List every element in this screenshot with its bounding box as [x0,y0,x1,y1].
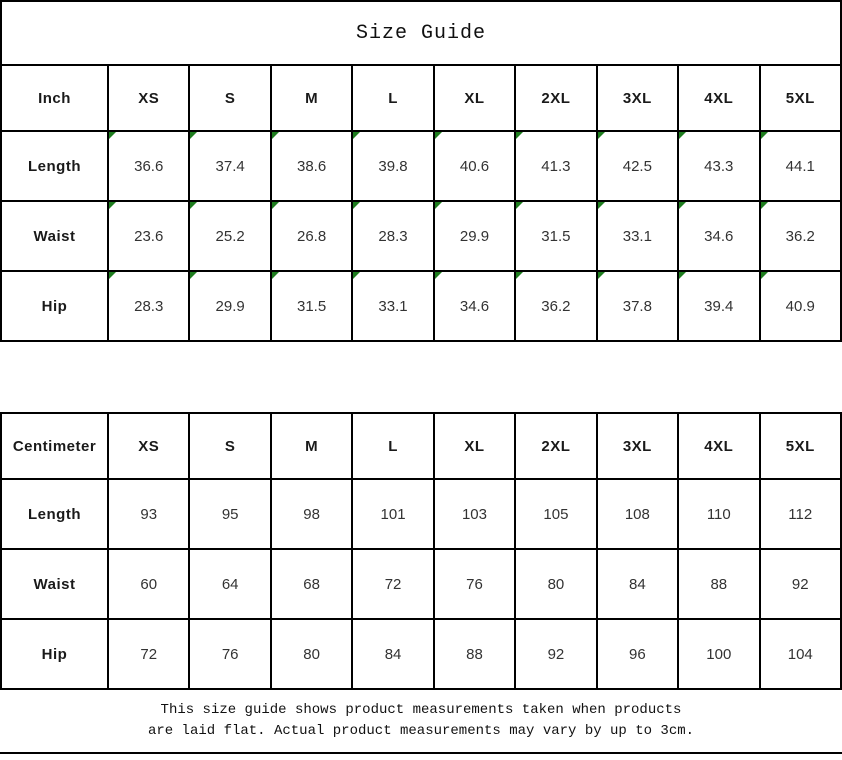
value-text: 31.5 [296,297,327,315]
value-text: 60 [140,575,158,593]
row-label-cell: Length [1,131,108,201]
footer-note-line2: are laid flat. Actual product measurements may vary by up to 3cm. [147,723,695,739]
row-label-cell: Hip [1,619,108,689]
value-text: 28.3 [134,297,164,315]
value-cell [678,619,759,689]
value-text: 92 [547,645,565,663]
row-label-cell: Length [1,479,108,549]
value-cell [597,201,678,271]
value-text: 34.6 [704,227,734,245]
value-cell [760,479,842,549]
value-cell [108,131,189,201]
measurement-row [1,131,841,201]
value-text: 92 [791,575,809,593]
value-cell [189,131,270,201]
value-text: 84 [629,575,646,593]
value-text: 76 [466,575,483,593]
value-cell [434,549,515,619]
value-cell [597,131,678,201]
row-label-cell: Hip [1,271,108,341]
value-text: 110 [706,505,731,523]
value-cell [108,619,189,689]
unit-header-cell: Centimeter [1,413,108,479]
value-text: 37.4 [215,157,245,175]
value-text: 103 [461,505,487,523]
footer-note-line1: This size guide shows product measurements taken when products [160,702,682,718]
value-cell [189,201,270,271]
value-text: 40.9 [785,297,815,315]
value-text: 80 [547,575,565,593]
unit-header-cell: Inch [1,65,108,131]
value-cell [678,271,759,341]
value-cell [271,271,352,341]
size-header-row [1,413,841,479]
value-text: 80 [303,645,320,663]
value-cell [515,201,596,271]
value-text: 100 [706,645,732,663]
value-cell [108,201,189,271]
value-text: 37.8 [622,297,652,315]
flag-triangle-icon [272,132,279,139]
flag-triangle-icon [109,272,116,279]
flag-triangle-icon [679,132,686,139]
measurement-row [1,479,841,549]
value-cell [760,549,842,619]
size-header-cell: 3XL [597,65,678,131]
size-header-cell: 3XL [597,413,678,479]
page-title: Size Guide [0,0,842,66]
value-cell [515,549,596,619]
value-text: 64 [221,575,239,593]
value-cell [352,549,433,619]
value-cell [271,479,352,549]
value-cell [515,271,596,341]
flag-triangle-icon [761,202,768,209]
size-header-cell: 5XL [760,413,842,479]
value-text: 25.2 [215,227,245,245]
value-cell [597,479,678,549]
centimeter-size-table [0,412,842,690]
value-text: 36.6 [134,157,164,175]
value-text: 88 [466,645,483,663]
value-cell [352,201,433,271]
flag-triangle-icon [516,202,523,209]
measurement-row [1,549,841,619]
value-cell [515,619,596,689]
table-spacer [0,342,842,412]
measurement-row [1,271,841,341]
value-text: 88 [710,575,728,593]
value-cell [189,479,270,549]
value-cell [352,479,433,549]
value-text: 108 [624,505,650,523]
flag-triangle-icon [109,132,116,139]
value-cell [189,271,270,341]
value-text: 31.5 [541,227,571,245]
size-header-cell: L [352,65,433,131]
value-cell [434,201,515,271]
flag-triangle-icon [598,132,605,139]
value-text: 93 [140,505,158,523]
flag-triangle-icon [353,202,360,209]
row-label-cell: Waist [1,549,108,619]
value-text: 42.5 [622,157,652,175]
flag-triangle-icon [353,132,360,139]
value-text: 39.4 [704,297,734,315]
value-text: 28.3 [378,227,408,245]
size-header-cell: XL [434,413,515,479]
value-cell [678,479,759,549]
size-header-cell: 2XL [515,65,596,131]
value-cell [597,549,678,619]
flag-triangle-icon [272,202,279,209]
value-text: 72 [384,575,402,593]
value-text: 84 [384,645,402,663]
value-cell [597,619,678,689]
size-header-cell: S [189,65,270,131]
value-text: 98 [303,505,320,523]
value-text: 101 [380,505,406,523]
value-cell [515,131,596,201]
size-header-row [1,65,841,131]
value-cell [760,619,842,689]
flag-triangle-icon [190,202,197,209]
value-cell [434,479,515,549]
inch-size-table [0,64,842,342]
value-cell [352,131,433,201]
size-header-cell: XS [108,65,189,131]
value-cell [352,619,433,689]
flag-triangle-icon [598,202,605,209]
value-cell [678,549,759,619]
value-cell [108,479,189,549]
value-text: 105 [543,505,569,523]
value-cell [434,131,515,201]
value-text: 33.1 [622,227,652,245]
size-header-cell: 5XL [760,65,842,131]
value-cell [434,619,515,689]
row-label-cell: Waist [1,201,108,271]
value-cell [760,131,842,201]
value-text: 95 [221,505,239,523]
value-text: 43.3 [704,157,734,175]
flag-triangle-icon [761,132,768,139]
value-text: 29.9 [459,227,490,245]
flag-triangle-icon [353,272,360,279]
value-text: 44.1 [785,157,815,175]
flag-triangle-icon [516,132,523,139]
flag-triangle-icon [109,202,116,209]
flag-triangle-icon [761,272,768,279]
flag-triangle-icon [190,132,197,139]
flag-triangle-icon [679,202,686,209]
size-header-cell: L [352,413,433,479]
flag-triangle-icon [516,272,523,279]
flag-triangle-icon [190,272,197,279]
value-cell [352,271,433,341]
value-cell [108,549,189,619]
value-cell [678,131,759,201]
value-cell [271,201,352,271]
value-text: 36.2 [541,297,571,315]
size-header-cell: 4XL [678,413,759,479]
value-text: 112 [788,505,813,523]
flag-triangle-icon [598,272,605,279]
measurement-row [1,619,841,689]
value-text: 39.8 [378,157,408,175]
value-cell [515,479,596,549]
size-header-cell: 2XL [515,413,596,479]
flag-triangle-icon [272,272,279,279]
value-cell [271,131,352,201]
size-header-cell: XS [108,413,189,479]
value-text: 36.2 [785,227,815,245]
value-cell [271,619,352,689]
value-text: 72 [140,645,158,663]
value-cell [108,271,189,341]
value-cell [271,549,352,619]
value-cell [760,271,842,341]
flag-triangle-icon [435,132,442,139]
value-text: 38.6 [296,157,327,175]
flag-triangle-icon [679,272,686,279]
size-header-cell: 4XL [678,65,759,131]
value-text: 23.6 [134,227,164,245]
value-text: 34.6 [459,297,490,315]
value-text: 33.1 [378,297,408,315]
value-cell [678,201,759,271]
value-cell [597,271,678,341]
value-text: 29.9 [215,297,245,315]
value-cell [189,619,270,689]
flag-triangle-icon [435,202,442,209]
footer-note [0,690,842,754]
measurement-row [1,201,841,271]
size-header-cell: M [271,65,352,131]
flag-triangle-icon [435,272,442,279]
value-text: 26.8 [296,227,327,245]
value-text: 68 [303,575,320,593]
value-cell [434,271,515,341]
size-header-cell: M [271,413,352,479]
value-text: 96 [629,645,646,663]
value-text: 104 [787,645,813,663]
size-header-cell: XL [434,65,515,131]
size-header-cell: S [189,413,270,479]
value-text: 41.3 [541,157,571,175]
value-text: 40.6 [459,157,490,175]
value-text: 76 [221,645,239,663]
value-cell [189,549,270,619]
value-cell [760,201,842,271]
